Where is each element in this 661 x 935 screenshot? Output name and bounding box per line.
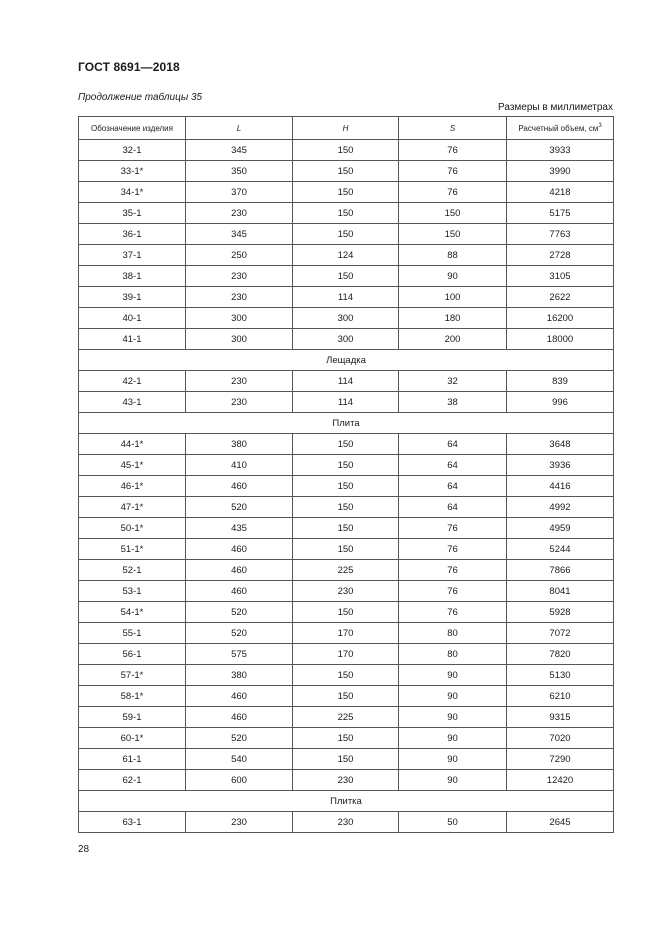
table-row (79, 728, 614, 749)
cell-designation: 54-1* (79, 602, 186, 623)
cell-h: 150 (293, 686, 399, 707)
cell-volume: 6210 (507, 686, 614, 707)
table-row (79, 329, 614, 350)
table-row (79, 308, 614, 329)
cell-s: 90 (399, 770, 507, 791)
cell-volume: 7072 (507, 623, 614, 644)
cell-h: 150 (293, 140, 399, 161)
cell-l: 230 (186, 812, 293, 833)
cell-l: 520 (186, 602, 293, 623)
cell-volume: 5175 (507, 203, 614, 224)
cell-l: 435 (186, 518, 293, 539)
cell-volume: 996 (507, 392, 614, 413)
cell-s: 76 (399, 560, 507, 581)
cell-s: 90 (399, 686, 507, 707)
cell-volume: 5928 (507, 602, 614, 623)
cell-s: 80 (399, 623, 507, 644)
cell-s: 90 (399, 749, 507, 770)
section-row (79, 413, 614, 434)
cell-s: 200 (399, 329, 507, 350)
cell-s: 76 (399, 182, 507, 203)
cell-volume: 7866 (507, 560, 614, 581)
cell-s: 180 (399, 308, 507, 329)
cell-h: 114 (293, 392, 399, 413)
header-volume (507, 117, 614, 140)
table-row (79, 602, 614, 623)
cell-volume: 4992 (507, 497, 614, 518)
table-body (79, 140, 614, 833)
cell-l: 370 (186, 182, 293, 203)
cell-designation: 61-1 (79, 749, 186, 770)
cell-s: 64 (399, 476, 507, 497)
cell-volume: 3990 (507, 161, 614, 182)
section-label: Плитка (79, 791, 614, 812)
cell-volume: 7290 (507, 749, 614, 770)
cell-designation: 56-1 (79, 644, 186, 665)
table-row (79, 539, 614, 560)
cell-designation: 34-1* (79, 182, 186, 203)
cell-h: 225 (293, 707, 399, 728)
cell-s: 38 (399, 392, 507, 413)
cell-h: 150 (293, 749, 399, 770)
table-continuation-caption: Продолжение таблицы 35 (78, 92, 203, 103)
cell-designation: 40-1 (79, 308, 186, 329)
units-note: Размеры в миллиметрах (498, 102, 613, 113)
dimensions-table (78, 116, 614, 833)
table-row (79, 686, 614, 707)
cell-volume: 4959 (507, 518, 614, 539)
cell-h: 150 (293, 476, 399, 497)
table-row (79, 560, 614, 581)
cell-designation: 35-1 (79, 203, 186, 224)
cell-s: 64 (399, 455, 507, 476)
cell-s: 88 (399, 245, 507, 266)
table-row (79, 224, 614, 245)
table-row (79, 497, 614, 518)
cell-h: 150 (293, 539, 399, 560)
cell-s: 150 (399, 203, 507, 224)
cell-l: 300 (186, 329, 293, 350)
table-row (79, 707, 614, 728)
cell-s: 64 (399, 497, 507, 518)
cell-h: 150 (293, 602, 399, 623)
cell-designation: 32-1 (79, 140, 186, 161)
cell-l: 230 (186, 203, 293, 224)
cell-designation: 59-1 (79, 707, 186, 728)
table-row (79, 287, 614, 308)
cell-l: 380 (186, 665, 293, 686)
cell-l: 520 (186, 728, 293, 749)
cell-h: 230 (293, 581, 399, 602)
cell-l: 345 (186, 224, 293, 245)
table-row (79, 245, 614, 266)
cell-s: 100 (399, 287, 507, 308)
header-h: H (293, 117, 399, 140)
cell-h: 150 (293, 266, 399, 287)
header-volume-superscript: 3 (598, 123, 602, 129)
cell-h: 124 (293, 245, 399, 266)
table-row (79, 161, 614, 182)
cell-l: 230 (186, 392, 293, 413)
cell-designation: 50-1* (79, 518, 186, 539)
cell-h: 230 (293, 812, 399, 833)
cell-volume: 7763 (507, 224, 614, 245)
cell-volume: 3105 (507, 266, 614, 287)
cell-volume: 3933 (507, 140, 614, 161)
cell-h: 150 (293, 224, 399, 245)
cell-h: 170 (293, 644, 399, 665)
cell-h: 225 (293, 560, 399, 581)
table-row (79, 266, 614, 287)
document-title: ГОСТ 8691—2018 (78, 60, 180, 74)
cell-l: 460 (186, 707, 293, 728)
cell-volume: 5130 (507, 665, 614, 686)
cell-s: 90 (399, 728, 507, 749)
cell-l: 520 (186, 497, 293, 518)
cell-designation: 63-1 (79, 812, 186, 833)
table-row (79, 203, 614, 224)
cell-s: 64 (399, 434, 507, 455)
cell-l: 600 (186, 770, 293, 791)
cell-designation: 39-1 (79, 287, 186, 308)
section-row (79, 350, 614, 371)
cell-l: 540 (186, 749, 293, 770)
cell-l: 350 (186, 161, 293, 182)
cell-volume: 4416 (507, 476, 614, 497)
cell-l: 410 (186, 455, 293, 476)
cell-h: 170 (293, 623, 399, 644)
header-designation: Обозначение изделия (79, 117, 186, 140)
cell-h: 150 (293, 518, 399, 539)
cell-h: 150 (293, 455, 399, 476)
cell-l: 575 (186, 644, 293, 665)
cell-h: 150 (293, 203, 399, 224)
cell-designation: 37-1 (79, 245, 186, 266)
cell-l: 380 (186, 434, 293, 455)
table-row (79, 770, 614, 791)
cell-designation: 53-1 (79, 581, 186, 602)
cell-designation: 52-1 (79, 560, 186, 581)
cell-volume: 7820 (507, 644, 614, 665)
cell-h: 300 (293, 308, 399, 329)
cell-designation: 57-1* (79, 665, 186, 686)
header-l: L (186, 117, 293, 140)
table-row (79, 182, 614, 203)
cell-designation: 38-1 (79, 266, 186, 287)
table-row (79, 392, 614, 413)
table-row (79, 665, 614, 686)
cell-s: 90 (399, 266, 507, 287)
table-row (79, 644, 614, 665)
cell-l: 250 (186, 245, 293, 266)
cell-volume: 18000 (507, 329, 614, 350)
cell-l: 230 (186, 371, 293, 392)
cell-designation: 33-1* (79, 161, 186, 182)
table-row (79, 749, 614, 770)
page-number: 28 (78, 844, 90, 855)
section-row (79, 791, 614, 812)
cell-h: 150 (293, 497, 399, 518)
cell-designation: 44-1* (79, 434, 186, 455)
cell-s: 76 (399, 602, 507, 623)
cell-s: 32 (399, 371, 507, 392)
cell-designation: 55-1 (79, 623, 186, 644)
cell-designation: 43-1 (79, 392, 186, 413)
cell-l: 300 (186, 308, 293, 329)
table-row (79, 518, 614, 539)
cell-volume: 2728 (507, 245, 614, 266)
table-row (79, 812, 614, 833)
table-row (79, 476, 614, 497)
table-row (79, 371, 614, 392)
cell-volume: 839 (507, 371, 614, 392)
cell-l: 460 (186, 476, 293, 497)
cell-designation: 47-1* (79, 497, 186, 518)
cell-l: 230 (186, 287, 293, 308)
cell-h: 114 (293, 371, 399, 392)
cell-s: 76 (399, 518, 507, 539)
cell-volume: 7020 (507, 728, 614, 749)
cell-h: 150 (293, 182, 399, 203)
cell-volume: 2645 (507, 812, 614, 833)
cell-l: 460 (186, 539, 293, 560)
cell-volume: 3648 (507, 434, 614, 455)
cell-h: 300 (293, 329, 399, 350)
cell-volume: 9315 (507, 707, 614, 728)
table-row (79, 581, 614, 602)
cell-s: 80 (399, 644, 507, 665)
table-row (79, 434, 614, 455)
header-s: S (399, 117, 507, 140)
cell-s: 150 (399, 224, 507, 245)
cell-s: 50 (399, 812, 507, 833)
table-row (79, 140, 614, 161)
cell-designation: 60-1* (79, 728, 186, 749)
cell-s: 90 (399, 707, 507, 728)
cell-l: 520 (186, 623, 293, 644)
cell-l: 460 (186, 560, 293, 581)
table-header-row (79, 117, 614, 140)
cell-designation: 41-1 (79, 329, 186, 350)
table-row (79, 455, 614, 476)
cell-volume: 5244 (507, 539, 614, 560)
section-label: Лещадка (79, 350, 614, 371)
cell-l: 230 (186, 266, 293, 287)
table-row (79, 623, 614, 644)
cell-l: 460 (186, 581, 293, 602)
cell-volume: 2622 (507, 287, 614, 308)
cell-volume: 8041 (507, 581, 614, 602)
cell-l: 460 (186, 686, 293, 707)
cell-designation: 36-1 (79, 224, 186, 245)
cell-h: 230 (293, 770, 399, 791)
cell-volume: 4218 (507, 182, 614, 203)
header-volume-label: Расчетный объем, см (518, 124, 599, 133)
cell-s: 90 (399, 665, 507, 686)
cell-s: 76 (399, 161, 507, 182)
section-label: Плита (79, 413, 614, 434)
cell-volume: 16200 (507, 308, 614, 329)
cell-designation: 45-1* (79, 455, 186, 476)
cell-h: 150 (293, 161, 399, 182)
cell-h: 114 (293, 287, 399, 308)
cell-s: 76 (399, 539, 507, 560)
cell-h: 150 (293, 728, 399, 749)
cell-designation: 42-1 (79, 371, 186, 392)
cell-volume: 3936 (507, 455, 614, 476)
cell-h: 150 (293, 434, 399, 455)
cell-designation: 46-1* (79, 476, 186, 497)
cell-s: 76 (399, 140, 507, 161)
cell-s: 76 (399, 581, 507, 602)
cell-designation: 58-1* (79, 686, 186, 707)
cell-l: 345 (186, 140, 293, 161)
cell-h: 150 (293, 665, 399, 686)
cell-designation: 62-1 (79, 770, 186, 791)
cell-volume: 12420 (507, 770, 614, 791)
cell-designation: 51-1* (79, 539, 186, 560)
